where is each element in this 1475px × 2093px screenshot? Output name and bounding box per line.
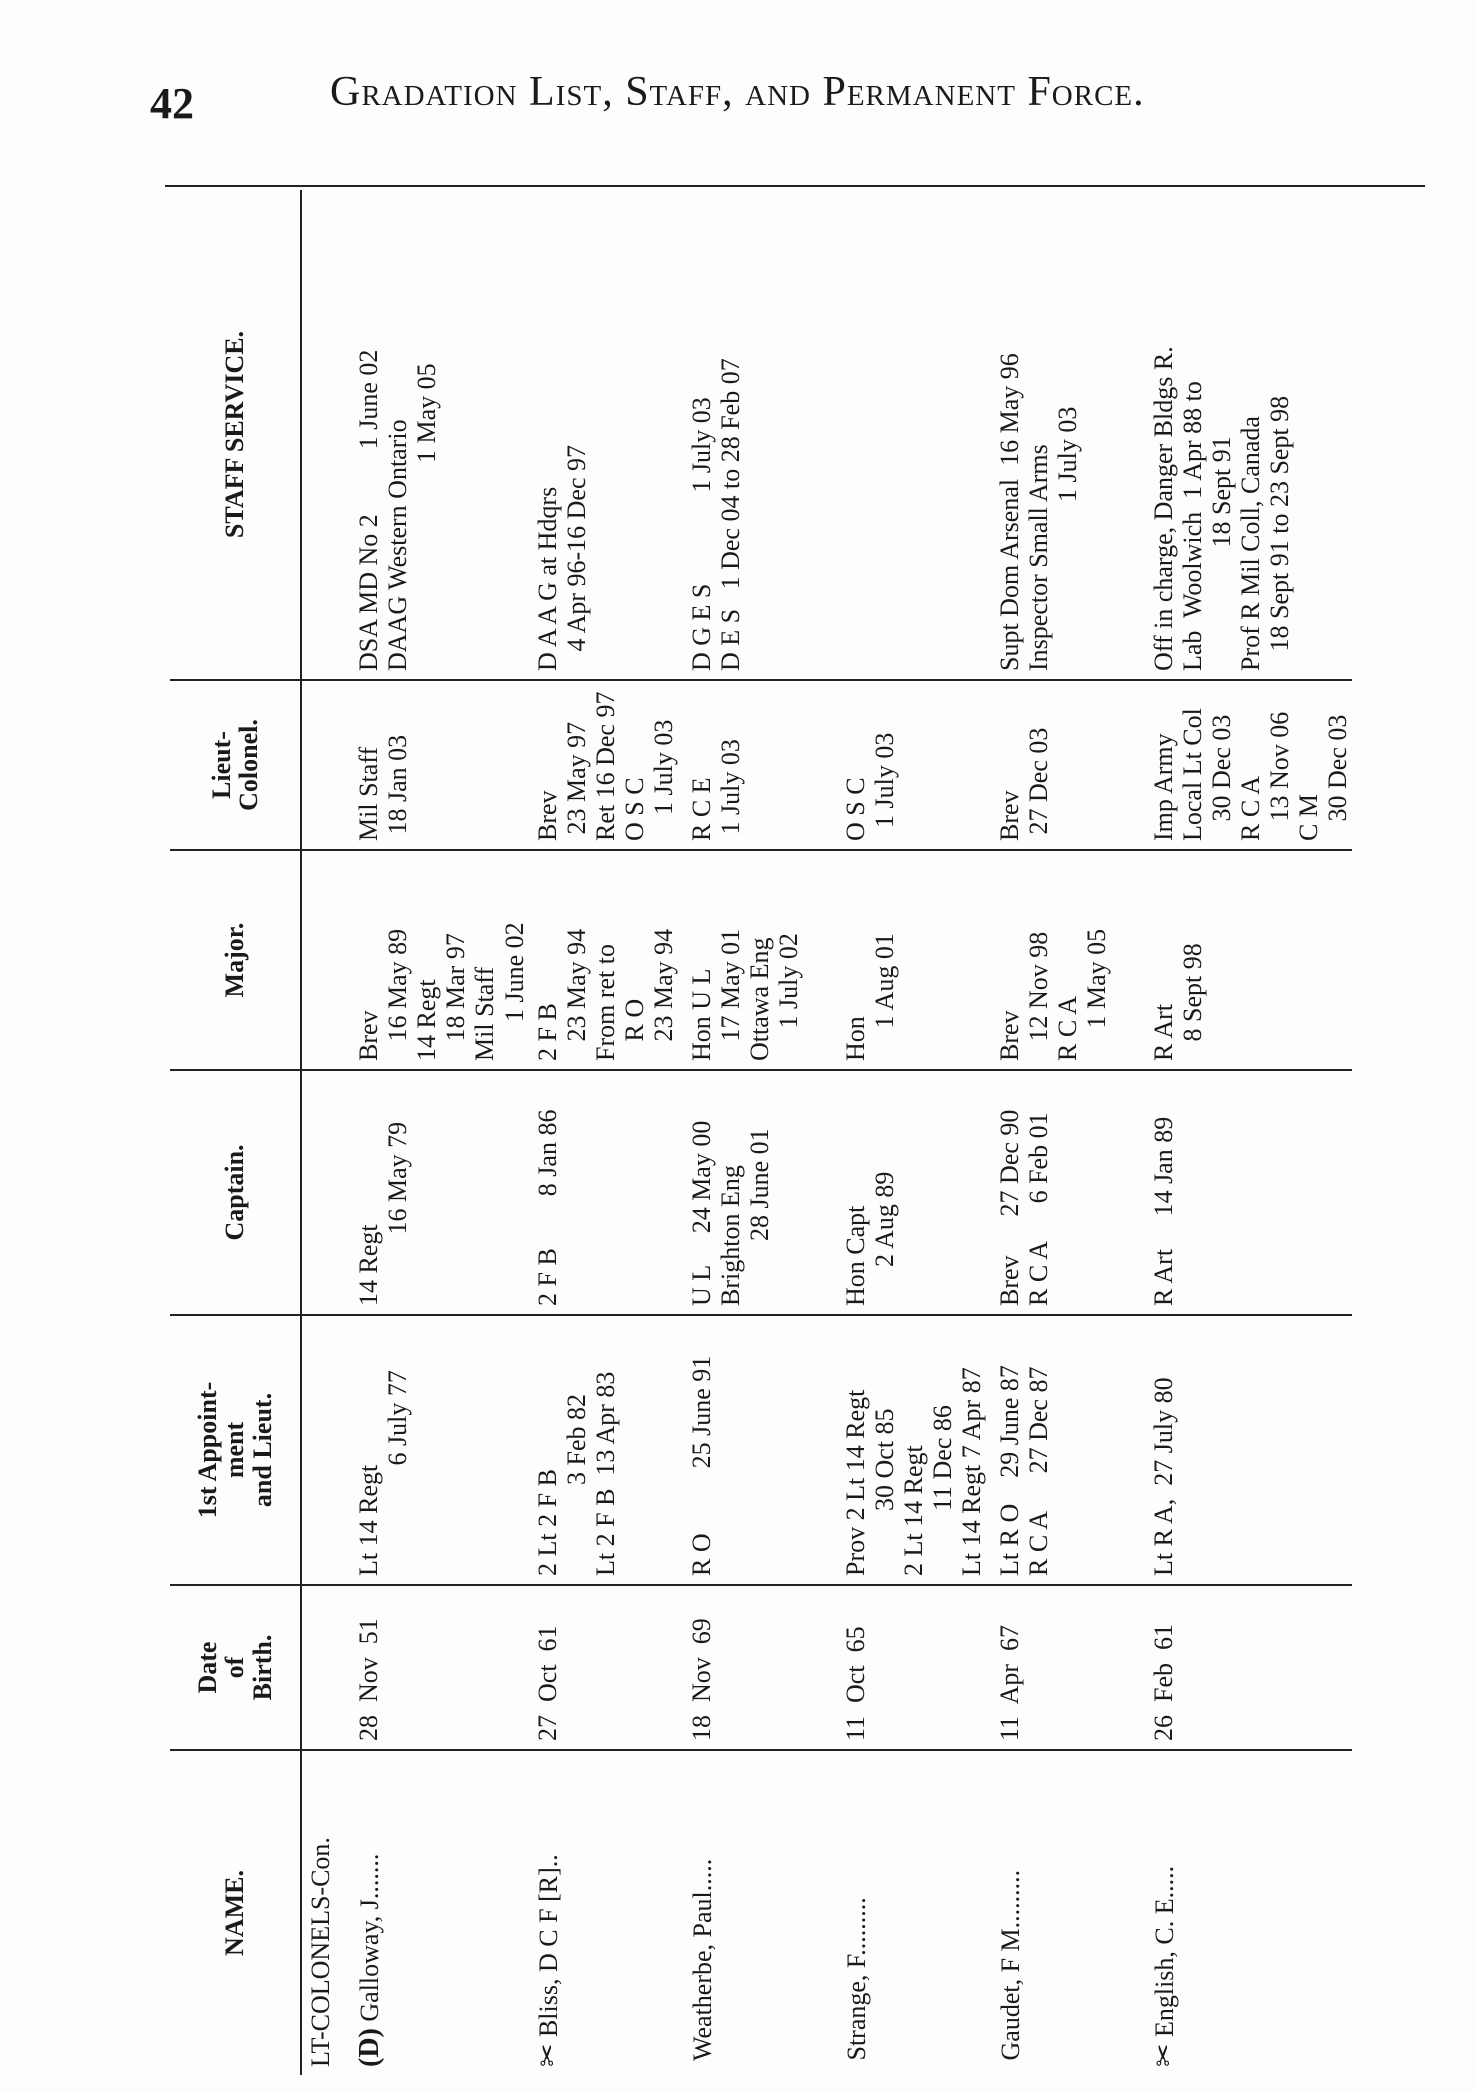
staff-service-cell: DSA MD No 2 1 June 02 DAAG Western Ontario 1 May 05 — [350, 190, 529, 680]
header-birth: Date of Birth. — [170, 1585, 301, 1750]
table-row — [1145, 190, 1353, 2075]
header-name: NAME. — [170, 1750, 301, 2075]
section-row — [301, 190, 350, 2075]
lt-colonel-cell: Brev 23 May 97 Ret 16 Dec 97 O S C 1 July 03 — [529, 680, 683, 850]
major-cell: Brev 16 May 89 14 Regt 18 Mar 97 Mil Staff 1 June 02 — [350, 850, 529, 1070]
birth-cell: 18 Nov 69 — [683, 1585, 837, 1750]
staff-service-cell: D A A G at Hdqrs 4 Apr 96-16 Dec 97 — [529, 190, 683, 680]
first-appointment-cell: Lt R A, 27 July 80 — [1145, 1315, 1353, 1585]
header-first-appointment: 1st Appoint- ment and Lieut. — [170, 1315, 301, 1585]
lt-colonel-cell: R C E 1 July 03 — [683, 680, 837, 850]
lt-colonel-cell: Mil Staff 18 Jan 03 — [350, 680, 529, 850]
table-row — [683, 190, 837, 2075]
name-cell — [529, 1750, 683, 2075]
scissors-icon: ✂ — [532, 2043, 564, 2067]
row-mark: (D) — [354, 2028, 385, 2067]
major-cell: Brev 12 Nov 98 R C A 1 May 05 — [991, 850, 1145, 1070]
staff-service-cell: Supt Dom Arsenal 16 May 96 Inspector Small Arms 1 July 03 — [991, 190, 1145, 680]
page-number: 42 — [150, 79, 194, 128]
captain-cell: 2 F B 8 Jan 86 — [529, 1070, 683, 1315]
officer-name: Bliss, D C F [R].. — [533, 1854, 563, 2038]
first-appointment-cell: Lt R O 29 June 87 R C A 27 Dec 87 — [991, 1315, 1145, 1585]
officer-name: Gaudet, F M......... — [995, 1869, 1025, 2061]
staff-service-cell: D G E S 1 July 03 D E S 1 Dec 04 to 28 Feb 07 — [683, 190, 837, 680]
scissors-icon: ✂ — [1148, 2043, 1180, 2067]
captain-cell: Brev 27 Dec 90 R C A 6 Feb 01 — [991, 1070, 1145, 1315]
captain-cell: Hon Capt 2 Aug 89 — [837, 1070, 991, 1315]
table-row — [991, 190, 1145, 2075]
staff-service-cell: Off in charge, Danger Bldgs R. Lab Woolwich 1 Apr 88 to 18 Sept 91 Prof R Mil Coll, Canada 18 Sept 91 to 23 Sept 98 — [1145, 190, 1353, 680]
table-row — [837, 190, 991, 2075]
birth-cell: 11 Apr 67 — [991, 1585, 1145, 1750]
captain-cell: R Art 14 Jan 89 — [1145, 1070, 1353, 1315]
header-staff-service: STAFF SERVICE. — [170, 190, 301, 680]
name-cell — [350, 1750, 529, 2075]
major-cell: 2 F B 23 May 94 From ret to R O 23 May 94 — [529, 850, 683, 1070]
name-cell — [683, 1750, 837, 2075]
birth-cell: 27 Oct 61 — [529, 1585, 683, 1750]
major-cell: R Art 8 Sept 98 — [1145, 850, 1353, 1070]
first-appointment-cell: Lt 14 Regt 6 July 77 — [350, 1315, 529, 1585]
first-appointment-cell: R O 25 June 91 — [683, 1315, 837, 1585]
first-appointment-cell: 2 Lt 2 F B 3 Feb 82 Lt 2 F B 13 Apr 83 — [529, 1315, 683, 1585]
name-cell — [991, 1750, 1145, 2075]
table-row — [350, 190, 529, 2075]
lt-colonel-cell: O S C 1 July 03 — [837, 680, 991, 850]
major-cell: Hon U L 17 May 01 Ottawa Eng 1 July 02 — [683, 850, 837, 1070]
staff-service-cell — [837, 190, 991, 680]
officer-name: Weatherbe, Paul..... — [687, 1858, 717, 2061]
name-cell — [837, 1750, 991, 2075]
header-captain: Captain. — [170, 1070, 301, 1315]
birth-cell: 11 Oct 65 — [837, 1585, 991, 1750]
birth-cell: 28 Nov 51 — [350, 1585, 529, 1750]
gradation-table — [170, 190, 1352, 2075]
gradation-table-rotated — [170, 190, 1410, 2075]
major-cell: Hon 1 Aug 01 — [837, 850, 991, 1070]
header-major: Major. — [170, 850, 301, 1070]
top-rule — [165, 185, 1425, 187]
header-lieut-colonel: Lieut- Colonel. — [170, 680, 301, 850]
birth-cell: 26 Feb 61 — [1145, 1585, 1353, 1750]
officer-name: English, C. E..... — [1149, 1865, 1179, 2038]
officer-name: Galloway, J....... — [355, 1853, 384, 2022]
captain-cell: 14 Regt 16 May 79 — [350, 1070, 529, 1315]
table-row — [529, 190, 683, 2075]
first-appointment-cell: Prov 2 Lt 14 Regt 30 Oct 85 2 Lt 14 Regt 11 Dec 86 Lt 14 Regt 7 Apr 87 — [837, 1315, 991, 1585]
lt-colonel-cell: Imp Army Local Lt Col 30 Dec 03 R C A 13 Nov 06 C M 30 Dec 03 — [1145, 680, 1353, 850]
section-label: LT-COLONELS-Con. — [306, 1837, 335, 2067]
captain-cell: U L 24 May 00 Brighton Eng 28 June 01 — [683, 1070, 837, 1315]
lt-colonel-cell: Brev 27 Dec 03 — [991, 680, 1145, 850]
table-header-row — [170, 190, 301, 2075]
page-title: Gradation List, Staff, and Permanent Force. — [330, 69, 1145, 115]
name-cell — [1145, 1750, 1353, 2075]
officer-name: Strange, F......... — [841, 1897, 871, 2061]
